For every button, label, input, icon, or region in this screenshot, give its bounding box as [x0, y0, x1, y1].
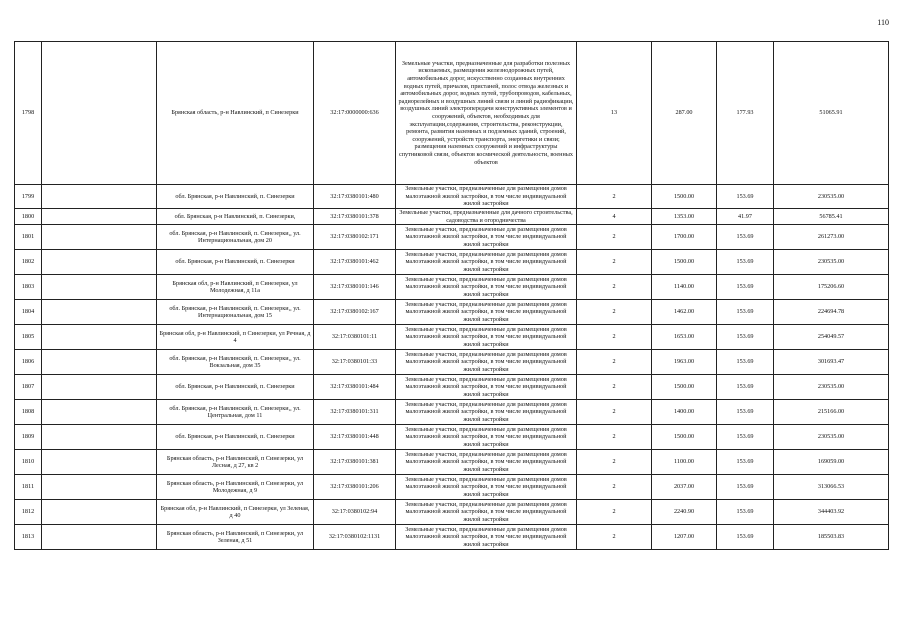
spacer-cell [42, 300, 157, 325]
cadastral-number-cell: 32:17:0380102:171 [314, 225, 396, 250]
cadastral-number-cell: 32:17:0380101:462 [314, 250, 396, 275]
table-row [15, 42, 889, 185]
address-cell: Брянская область, р-н Навлинский, п Синезерки, ул Зеленая, д 51 [157, 525, 314, 550]
cadastral-value-cell: 344403.92 [774, 500, 889, 525]
cadastral-value-cell: 230535.00 [774, 375, 889, 400]
table-row [15, 185, 889, 209]
rate-cell: 177.93 [717, 42, 774, 185]
table-row [15, 525, 889, 550]
rate-cell: 153.69 [717, 525, 774, 550]
group-cell: 2 [577, 325, 652, 350]
cadastral-value-cell: 313066.53 [774, 475, 889, 500]
cadastral-value-cell: 185503.83 [774, 525, 889, 550]
land-use-cell: Земельные участки, предназначенные для размещения домов малоэтажной жилой застройки, в том числе индивидуальной жилой застройки [396, 350, 577, 375]
spacer-cell [42, 225, 157, 250]
group-cell: 2 [577, 450, 652, 475]
area-cell: 2240.90 [652, 500, 717, 525]
spacer-cell [42, 209, 157, 225]
spacer-cell [42, 375, 157, 400]
row-number: 1808 [15, 400, 42, 425]
spacer-cell [42, 325, 157, 350]
cadastral-number-cell: 32:17:0380101:146 [314, 275, 396, 300]
area-cell: 1653.00 [652, 325, 717, 350]
cadastral-value-cell: 301693.47 [774, 350, 889, 375]
land-use-cell: Земельные участки, предназначенные для дачного строительства, садоводства и огородничества [396, 209, 577, 225]
table-row [15, 225, 889, 250]
group-cell: 2 [577, 500, 652, 525]
group-cell: 4 [577, 209, 652, 225]
cadastral-value-cell: 224694.78 [774, 300, 889, 325]
group-cell: 2 [577, 525, 652, 550]
address-cell: Брянская обл, р-н Навлинский, п Синезерки, ул Речная, д 4 [157, 325, 314, 350]
row-number: 1812 [15, 500, 42, 525]
area-cell: 1353.00 [652, 209, 717, 225]
rate-cell: 153.69 [717, 425, 774, 450]
land-use-cell: Земельные участки, предназначенные для размещения домов малоэтажной жилой застройки, в том числе индивидуальной жилой застройки [396, 400, 577, 425]
table-row [15, 300, 889, 325]
group-cell: 2 [577, 350, 652, 375]
address-cell: обл. Брянская, р-н Навлинский, п. Синезерки [157, 185, 314, 209]
rate-cell: 153.69 [717, 275, 774, 300]
spacer-cell [42, 475, 157, 500]
rate-cell: 153.69 [717, 250, 774, 275]
address-cell: Брянская обл, р-н Навлинский, п Синезерки, ул Зеленая, д 40 [157, 500, 314, 525]
cadastral-value-cell: 56785.41 [774, 209, 889, 225]
land-use-cell: Земельные участки, предназначенные для размещения домов малоэтажной жилой застройки, в том числе индивидуальной жилой застройки [396, 300, 577, 325]
row-number: 1807 [15, 375, 42, 400]
area-cell: 1500.00 [652, 425, 717, 450]
land-plots-table [14, 41, 889, 550]
land-use-cell: Земельные участки, предназначенные для размещения домов малоэтажной жилой застройки, в том числе индивидуальной жилой застройки [396, 475, 577, 500]
table-row [15, 450, 889, 475]
address-cell: обл. Брянская, р-н Навлинский, п. Синезерки,, ул. Интернациональная, дом 20 [157, 225, 314, 250]
row-number: 1809 [15, 425, 42, 450]
land-use-cell: Земельные участки, предназначенные для размещения домов малоэтажной жилой застройки, в том числе индивидуальной жилой застройки [396, 325, 577, 350]
address-cell: обл. Брянская, р-н Навлинский, п. Синезерки [157, 375, 314, 400]
land-use-cell: Земельные участки, предназначенные для размещения домов малоэтажной жилой застройки, в том числе индивидуальной жилой застройки [396, 250, 577, 275]
row-number: 1813 [15, 525, 42, 550]
address-cell: обл. Брянская, р-н Навлинский, п. Синезерки [157, 250, 314, 275]
cadastral-number-cell: 32:17:0380101:448 [314, 425, 396, 450]
area-cell: 1400.00 [652, 400, 717, 425]
cadastral-number-cell: 32:17:0380101:206 [314, 475, 396, 500]
spacer-cell [42, 275, 157, 300]
land-use-cell: Земельные участки, предназначенные для размещения домов малоэтажной жилой застройки, в том числе индивидуальной жилой застройки [396, 375, 577, 400]
table-row [15, 275, 889, 300]
table-row [15, 325, 889, 350]
area-cell: 1100.00 [652, 450, 717, 475]
cadastral-value-cell: 230535.00 [774, 425, 889, 450]
land-use-cell: Земельные участки, предназначенные для разработки полезных ископаемых, размещения железнодорожных путей, автомобильных дорог, искусственно созданных внутренних водных путей, причалов, пристаней, полос отвода железных и автомобильных дорог, водных путей, трубопроводов, кабельных, радиорелейных и воздушных линий связи и линий радиофикации, воздушных линий электропередачи конструктивных элементов и сооружений, объектов, необходимых для эксплуатации,содержания, строительства, реконструкции, ремонта, развития наземных и подземных зданий, строений, сооружений, устройств транспорта, энергетики и связи; размещения наземных сооружений и инфраструктуры спутниковой связи, объектов космической деятельности, военных объектов [396, 42, 577, 185]
cadastral-number-cell: 32:17:0380101:311 [314, 400, 396, 425]
area-cell: 2037.00 [652, 475, 717, 500]
cadastral-number-cell: 32:17:0380101:33 [314, 350, 396, 375]
rate-cell: 153.69 [717, 500, 774, 525]
row-number: 1811 [15, 475, 42, 500]
group-cell: 2 [577, 275, 652, 300]
table-row [15, 500, 889, 525]
spacer-cell [42, 185, 157, 209]
row-number: 1798 [15, 42, 42, 185]
group-cell: 2 [577, 300, 652, 325]
row-number: 1800 [15, 209, 42, 225]
address-cell: обл. Брянская, р-н Навлинский, п. Синезерки, [157, 209, 314, 225]
group-cell: 2 [577, 250, 652, 275]
land-use-cell: Земельные участки, предназначенные для размещения домов малоэтажной жилой застройки, в том числе индивидуальной жилой застройки [396, 525, 577, 550]
row-number: 1803 [15, 275, 42, 300]
group-cell: 13 [577, 42, 652, 185]
group-cell: 2 [577, 475, 652, 500]
spacer-cell [42, 500, 157, 525]
row-number: 1804 [15, 300, 42, 325]
area-cell: 1140.00 [652, 275, 717, 300]
land-use-cell: Земельные участки, предназначенные для размещения домов малоэтажной жилой застройки, в том числе индивидуальной жилой застройки [396, 275, 577, 300]
cadastral-value-cell: 254049.57 [774, 325, 889, 350]
area-cell: 1963.00 [652, 350, 717, 375]
cadastral-number-cell: 32:17:0000000:636 [314, 42, 396, 185]
cadastral-number-cell: 32:17:0380101:381 [314, 450, 396, 475]
land-use-cell: Земельные участки, предназначенные для размещения домов малоэтажной жилой застройки, в том числе индивидуальной жилой застройки [396, 225, 577, 250]
spacer-cell [42, 42, 157, 185]
table-row [15, 350, 889, 375]
address-cell: Брянская область, р-н Навлинский, п Синезерки [157, 42, 314, 185]
table-row [15, 475, 889, 500]
page-number: 110 [877, 18, 889, 27]
group-cell: 2 [577, 375, 652, 400]
table-row [15, 250, 889, 275]
address-cell: Брянская обл, р-н Навлинский, п Синезерки, ул Молодежная, д 11а [157, 275, 314, 300]
cadastral-value-cell: 51065.91 [774, 42, 889, 185]
spacer-cell [42, 400, 157, 425]
area-cell: 1462.00 [652, 300, 717, 325]
table-row [15, 425, 889, 450]
cadastral-number-cell: 32:17:0380102:1131 [314, 525, 396, 550]
cadastral-value-cell: 169059.00 [774, 450, 889, 475]
rate-cell: 153.69 [717, 375, 774, 400]
spacer-cell [42, 425, 157, 450]
cadastral-number-cell: 32:17:0380102:167 [314, 300, 396, 325]
spacer-cell [42, 450, 157, 475]
spacer-cell [42, 525, 157, 550]
row-number: 1802 [15, 250, 42, 275]
address-cell: обл. Брянская, р-н Навлинский, п. Синезерки,, ул. Вокзальная, дом 35 [157, 350, 314, 375]
address-cell: Брянская область, р-н Навлинский, п Синезерки, ул Молодежная, д 9 [157, 475, 314, 500]
row-number: 1806 [15, 350, 42, 375]
area-cell: 1700.00 [652, 225, 717, 250]
land-use-cell: Земельные участки, предназначенные для размещения домов малоэтажной жилой застройки, в том числе индивидуальной жилой застройки [396, 500, 577, 525]
cadastral-value-cell: 261273.00 [774, 225, 889, 250]
row-number: 1810 [15, 450, 42, 475]
address-cell: обл. Брянская, р-н Навлинский, п. Синезерки,, ул. Интернациональная, дом 15 [157, 300, 314, 325]
cadastral-number-cell: 32:17:0380101:11 [314, 325, 396, 350]
rate-cell: 41.97 [717, 209, 774, 225]
cadastral-number-cell: 32:17:0380102:94 [314, 500, 396, 525]
rate-cell: 153.69 [717, 300, 774, 325]
address-cell: Брянская область, р-н Навлинский, п Синезерки, ул Лесная, д 27, кв 2 [157, 450, 314, 475]
cadastral-number-cell: 32:17:0380101:484 [314, 375, 396, 400]
cadastral-value-cell: 175206.60 [774, 275, 889, 300]
group-cell: 2 [577, 400, 652, 425]
area-cell: 1500.00 [652, 185, 717, 209]
group-cell: 2 [577, 185, 652, 209]
spacer-cell [42, 250, 157, 275]
cadastral-value-cell: 230535.00 [774, 185, 889, 209]
rate-cell: 153.69 [717, 475, 774, 500]
rate-cell: 153.69 [717, 185, 774, 209]
land-use-cell: Земельные участки, предназначенные для размещения домов малоэтажной жилой застройки, в том числе индивидуальной жилой застройки [396, 185, 577, 209]
row-number: 1801 [15, 225, 42, 250]
area-cell: 1207.00 [652, 525, 717, 550]
rate-cell: 153.69 [717, 400, 774, 425]
table-row [15, 400, 889, 425]
cadastral-value-cell: 215166.00 [774, 400, 889, 425]
spacer-cell [42, 350, 157, 375]
address-cell: обл. Брянская, р-н Навлинский, п. Синезерки,, ул. Центральная, дом 11 [157, 400, 314, 425]
group-cell: 2 [577, 425, 652, 450]
rate-cell: 153.69 [717, 225, 774, 250]
area-cell: 1500.00 [652, 375, 717, 400]
address-cell: обл. Брянская, р-н Навлинский, п. Синезерки [157, 425, 314, 450]
cadastral-value-cell: 230535.00 [774, 250, 889, 275]
land-use-cell: Земельные участки, предназначенные для размещения домов малоэтажной жилой застройки, в том числе индивидуальной жилой застройки [396, 450, 577, 475]
row-number: 1799 [15, 185, 42, 209]
area-cell: 1500.00 [652, 250, 717, 275]
rate-cell: 153.69 [717, 350, 774, 375]
land-use-cell: Земельные участки, предназначенные для размещения домов малоэтажной жилой застройки, в том числе индивидуальной жилой застройки [396, 425, 577, 450]
table-row [15, 209, 889, 225]
cadastral-number-cell: 32:17:0380101:480 [314, 185, 396, 209]
row-number: 1805 [15, 325, 42, 350]
area-cell: 287.00 [652, 42, 717, 185]
rate-cell: 153.69 [717, 325, 774, 350]
table-row [15, 375, 889, 400]
rate-cell: 153.69 [717, 450, 774, 475]
group-cell: 2 [577, 225, 652, 250]
cadastral-number-cell: 32:17:0380101:378 [314, 209, 396, 225]
